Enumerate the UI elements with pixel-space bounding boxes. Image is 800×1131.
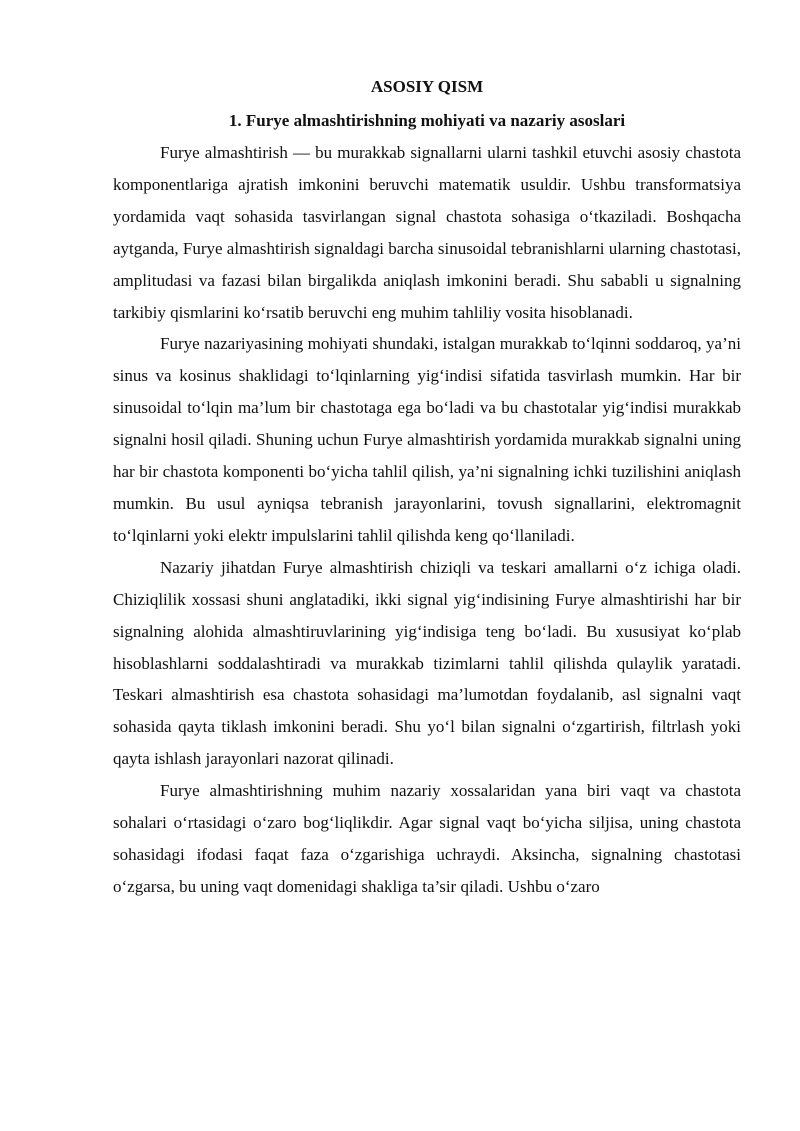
paragraph: Furye nazariyasining mohiyati shundaki, istalgan murakkab to‘lqinni soddaroq, ya’ni sinus va kosinus shaklidagi to‘lqinlarning yig‘indisi sifatida tasvirlash mumkin. Har bir sinusoidal to‘lqin ma’lum bir chastotaga ega bo‘ladi va bu chastotalar yig‘indisi murakkab signalni hosil qiladi. Shuning uchun Furye almashtirish yordamida murakkab signalni uning har bir chastota komponenti bo‘yicha tahlil qilish, ya’ni signalning ichki tuzilishini aniqlash mumkin. Bu usul ayniqsa tebranish jarayonlarini, tovush signallarini, elektromagnit to‘lqinlarni yoki elektr impulslarini tahlil qilishda keng qo‘llaniladi. bbox=[113, 334, 741, 545]
page-content bbox=[113, 77, 741, 903]
paragraph: Furye almashtirishning muhim nazariy xossalaridan yana biri vaqt va chastota sohalari o‘rtasidagi o‘zaro bog‘liqlikdir. Agar signal vaqt bo‘yicha siljisa, uning chastota sohasidagi ifodasi faqat faza o‘zgarishiga uchraydi. Aksincha, signalning chastotasi o‘zgarsa, bu uning vaqt domenidagi shakliga ta’sir qiladi. Ushbu o‘zaro bbox=[113, 781, 741, 896]
page-title: ASOSIY QISM bbox=[370, 77, 484, 96]
paragraph: Furye almashtirish — bu murakkab signallarni ularni tashkil etuvchi asosiy chastota komponentlariga ajratish imkonini beruvchi matematik usuldir. Ushbu transformatsiya yordamida vaqt sohasida tasvirlangan signal chastota sohasiga o‘tkaziladi. Boshqacha aytganda, Furye almashtirish signaldagi barcha sinusoidal tebranishlarni ularning chastotasi, amplitudasi va fazasi bilan birgalikda aniqlash imkonini beradi. Shu sababli u signalning tarkibiy qismlarini ko‘rsatib beruvchi eng muhim tahliliy vosita hisoblanadi. bbox=[113, 143, 741, 322]
section-heading: 1. Furye almashtirishning mohiyati va nazariy asoslari bbox=[228, 111, 626, 130]
paragraph: Nazariy jihatdan Furye almashtirish chiziqli va teskari amallarni o‘z ichiga oladi. Chiziqlilik xossasi shuni anglatadiki, ikki signal yig‘indisining Furye almashtirishi har bir signalning alohida almashtiruvlarining yig‘indisiga teng bo‘ladi. Bu xususiyat ko‘plab hisoblashlarni soddalashtiradi va murakkab tizimlarni tahlil qilishda qulaylik yaratadi. Teskari almashtirish esa chastota sohasidagi ma’lumotdan foydalanib, asl signalni vaqt sohasida qayta tiklash imkonini beradi. Shu yo‘l bilan signalni o‘zgartirish, filtrlash yoki qayta ishlash jarayonlari nazorat qilinadi. bbox=[113, 557, 741, 769]
